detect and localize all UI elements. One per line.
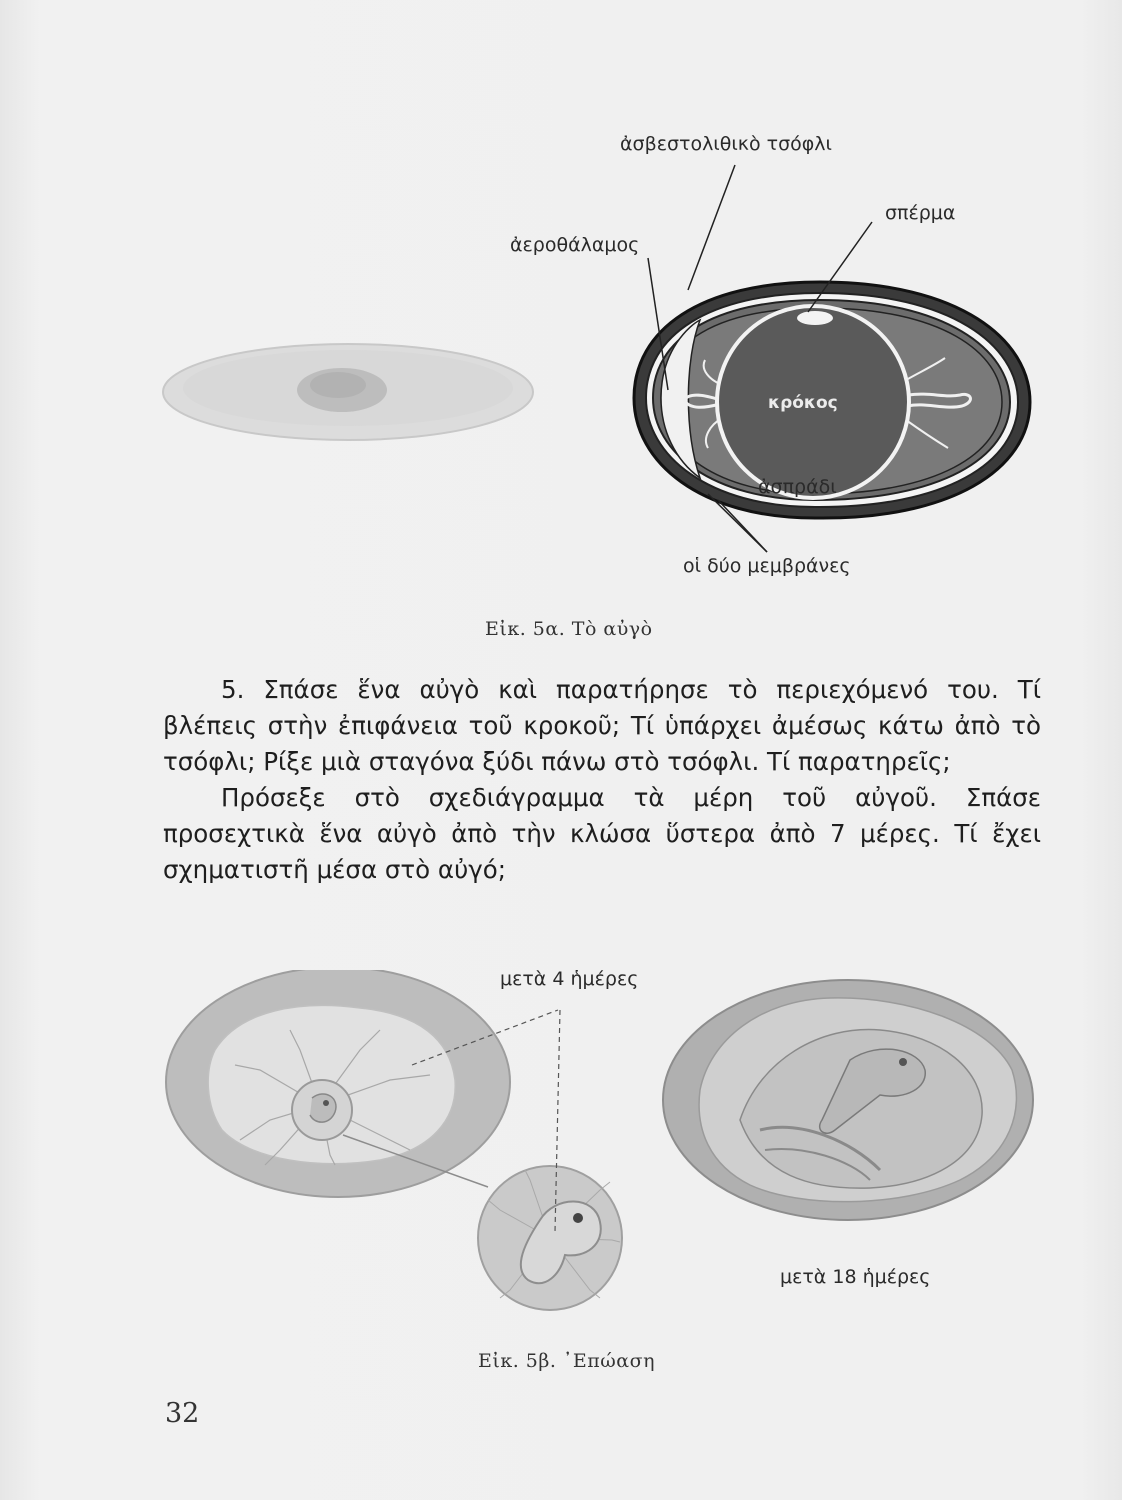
label-two-membranes: οἱ δύο μεμβράνες	[683, 555, 851, 577]
body-text	[163, 672, 1041, 888]
page-number: 32	[165, 1398, 200, 1429]
label-sperm: σπέρμα	[885, 202, 956, 224]
egg-cross-section-diagram	[0, 0, 1122, 600]
label-air-cell: ἀεροθάλαμος	[510, 234, 640, 256]
paragraph-egg-parts: Πρόσεξε στὸ σχεδιάγραμμα τὰ μέρη τοῦ αὐγοῦ. Σπάσε προσεχτικὰ ἕνα αὐγὸ ἀπὸ τὴν κλώσα ὕστερα ἀπὸ 7 μέρες. Τί ἔχει σχηματιστῆ μέσα στὸ αὐγό;	[163, 783, 1041, 884]
label-after-18-days: μετὰ 18 ἡμέρες	[780, 1266, 931, 1288]
label-after-4-days: μετὰ 4 ἡμέρες	[500, 968, 639, 990]
germinal-disc	[797, 311, 833, 325]
label-yolk: κρόκος	[768, 393, 838, 413]
paragraph-exercise-5: 5. Σπάσε ἕνα αὐγὸ καὶ παρατήρησε τὸ περιεχόμενό του. Τί βλέπεις στὴν ἐπιφάνεια τοῦ κροκοῦ; Τί ὑπάρχει ἀμέσως κάτω ἀπὸ τὸ τσόφλι; Ρίξε μιὰ σταγόνα ξύδι πάνω στὸ τσόφλι. Τί παρατηρεῖς;	[163, 675, 1041, 776]
incubation-illustration	[0, 970, 1122, 1390]
label-albumen: ἀσπράδι	[758, 476, 837, 498]
figure-5b-caption: Εἰκ. 5β. ᾿Επώαση	[478, 1350, 655, 1372]
label-calcareous-shell: ἀσβεστολιθικὸ τσόφλι	[620, 133, 832, 155]
figure-5a-caption: Εἰκ. 5α. Τὸ αὐγὸ	[485, 618, 653, 640]
